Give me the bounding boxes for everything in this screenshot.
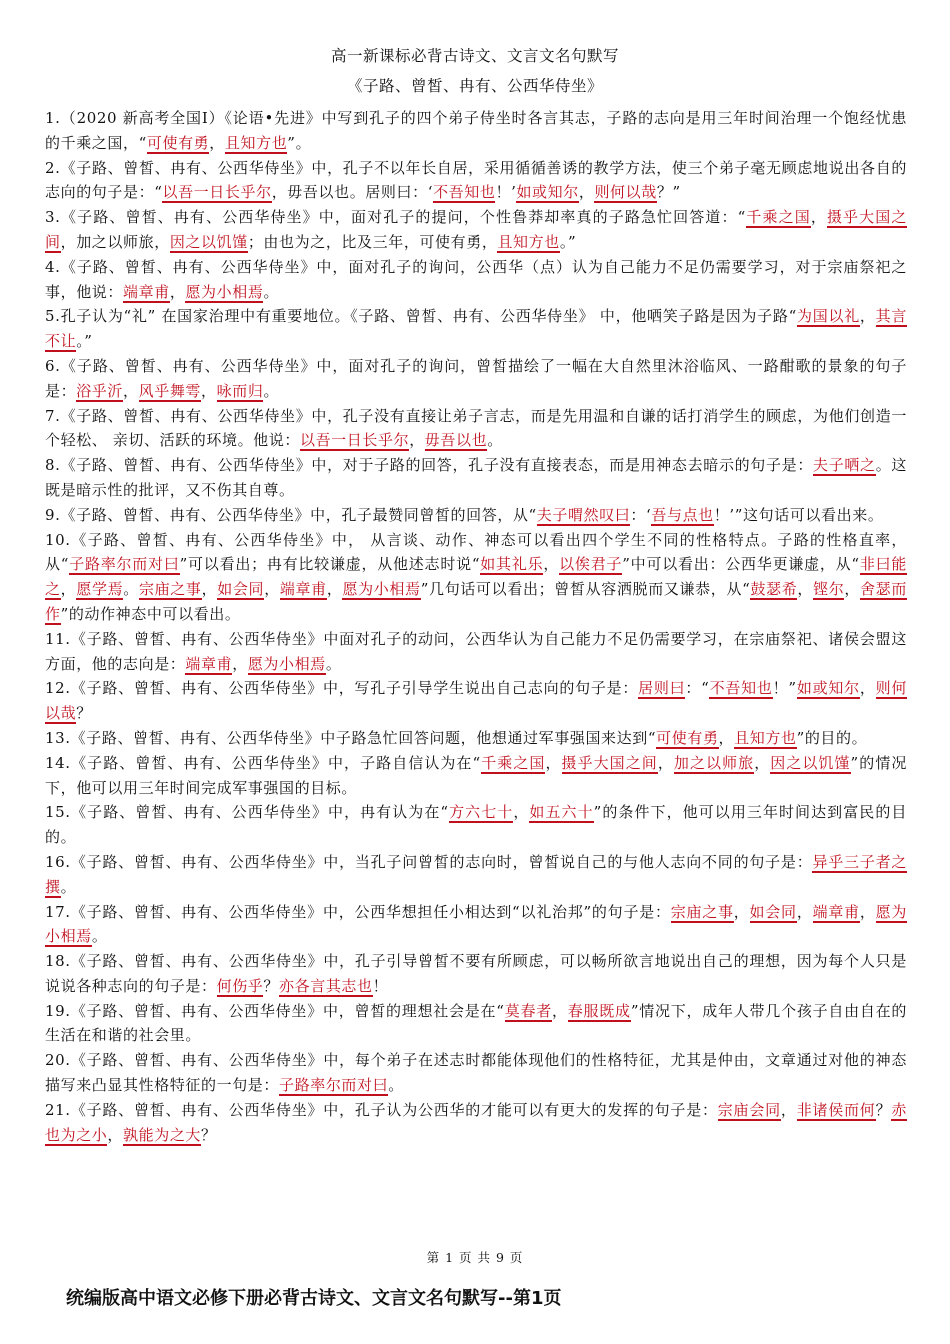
question-text: 。 [388,1076,404,1095]
question-text: 7.《子路、曾皙、冉有、公西华侍坐》中，孔子没有直接让弟子言志，而是先用温和自谦的话打消学生的顾虑，为他们创造一个轻松、 亲切、活跃的环境。他说： [45,406,907,450]
question-text: 3.《子路、曾皙、冉有、公西华侍坐》中，面对孔子的提问，个性鲁莽却率真的子路急忙回答道：“ [45,208,746,227]
question-text: ？ [76,704,92,723]
question-text: 14.《子路、曾皙、冉有、公西华侍坐》中，子路自信认为在“ [45,753,481,772]
answer-text: 非曰能之 [45,555,908,599]
question-item [45,900,907,950]
question-text: ，毋吾以也。居则曰：‘ [271,183,434,202]
question-text: ， [718,728,735,747]
question-text: ”的目的。 [796,728,868,747]
answer-text: 如或知尔 [516,183,579,202]
question-text: 8.《子路、曾皙、冉有、公西华侍坐》中，对于子路的回答，孔子没有直接表态，而是用神态去暗示的句子是： [45,456,814,475]
question-item [45,404,907,454]
question-item [45,1098,907,1148]
question-text: ， [409,431,425,450]
question-text: ”的动作神态中可以看出。 [60,604,241,623]
answer-text: 何伤乎 [216,976,264,995]
answer-text: 且知方也 [224,133,288,152]
answer-text: 如会同 [749,902,797,921]
question-text: ”。 [287,133,312,152]
answer-text: 如五六十 [529,803,594,822]
question-text: 17.《子路、曾皙、冉有、公西华侍坐》中，公西华想担任小相达到“以礼治邦”的句子是： [45,902,671,921]
question-text: 9.《子路、曾皙、冉有、公西华侍坐》中，孔子最赞同曾皙的回答，从“ [45,505,537,524]
answer-text: 愿学焉 [76,580,124,599]
question-text: ， [232,654,248,673]
answer-text: 风乎舞雩 [138,381,202,400]
question-text: 13.《子路、曾皙、冉有、公西华侍坐》中子路急忙回答问题，他想通过军事强国来达到“ [45,728,657,747]
question-text: ：‘ [630,505,652,524]
question-text: 16.《子路、曾皙、冉有、公西华侍坐》中，当孔子问曾皙的志向时，曾皙说自己的与他人志向不同的句子是： [45,852,813,871]
question-text: ， [543,555,560,574]
answer-text: 浴乎沂 [76,381,124,400]
question-text: ， [169,282,186,301]
answer-text: 以俟君子 [559,555,623,574]
answer-text: 异乎三子者之撰 [45,852,907,896]
question-text: 。 [263,381,280,400]
question-text: 5.孔子认为“礼” 在国家治理中有重要地位。《子路、曾皙、冉有、公西华侍坐》 中，他哂笑子路是因为子路“ [45,307,797,326]
answer-text: 摄乎大国之间 [45,208,907,251]
answer-text: 亦各言其志也 [279,976,373,995]
question-text: 15.《子路、曾皙、冉有、公西华侍坐》中，冉有认为在“ [45,803,449,822]
question-item [45,800,907,850]
question-text: ， [733,902,750,921]
answer-text: 赤也为之小 [45,1100,907,1144]
question-text: ， [859,679,876,698]
question-text: ， [107,1125,124,1144]
answer-text: 吾与点也 [651,505,714,524]
question-text: ， [513,803,530,822]
answer-text: 咏而归 [216,381,264,400]
question-text: ”的条件下，他可以用三年时间达到富民的目的。 [45,803,907,847]
question-text: 6.《子路、曾皙、冉有、公西华侍坐》中，面对孔子的询问，曾皙描绘了一幅在大自然里沐浴临风、一路酣歌的景象的句子是： [45,356,907,400]
question-list [45,106,907,1147]
answer-text: 千乘之国 [480,753,546,772]
answer-text: 愿为小相焉 [247,654,326,673]
answer-text: 毋吾以也 [424,431,488,450]
question-text: ， [859,307,876,326]
question-text: 。 [487,431,503,450]
question-text: ， [844,580,861,599]
answer-text: 方六七十 [448,803,514,822]
question-text: ， [797,580,814,599]
question-text: 21.《子路、曾皙、冉有、公西华侍坐》中，孔子认为公西华的才能可以有更大的发挥的句子是： [45,1100,718,1119]
question-item [45,949,907,999]
answer-text: 孰能为之大 [123,1125,202,1144]
question-item [45,354,907,404]
question-text: 。 [263,282,280,301]
question-text: ；由也为之，比及三年，可使有勇， [247,232,498,251]
question-text: ， [810,208,827,227]
question-text: 。 [60,877,77,896]
question-text: ， [123,381,139,400]
answer-text: 不吾知也 [709,679,773,698]
question-text: 。 [123,580,139,599]
question-text: ！ [372,976,389,995]
answer-text: 可使有勇 [656,728,719,747]
answer-text: 愿为小相焉 [45,902,907,946]
question-text: 4.《子路、曾皙、冉有、公西华侍坐》中，面对孔子的询问，公西华（点）认为自己能力不足仍需要学习，对于宗庙祭祀之事，他说： [45,257,907,301]
answer-text: 端章甫 [185,654,233,673]
answer-text: 为国以礼 [796,307,860,326]
question-text: 18.《子路、曾皙、冉有、公西华侍坐》中，孔子引导曾皙不要有所顾虑，可以畅所欲言地说出自己的理想，因为每个人只是说说各种志向的句子是： [45,952,907,995]
question-text: 11.《子路、曾皙、冉有、公西华侍坐》中面对孔子的动问，公西华认为自己能力不足仍需要学习，在宗庙祭祀、诸侯会盟这方面，他的志向是： [45,629,907,673]
answer-text: 以吾一日长乎尔 [299,431,410,450]
question-text: ， [264,580,280,599]
page-title: 高一新课标必背古诗文、文言文名句默写 [330,47,619,65]
answer-text: 莫春者 [504,1001,552,1020]
question-item [45,726,907,751]
question-item [45,453,907,503]
question-text: ？ [875,1100,892,1119]
question-text: ， [545,753,562,772]
question-item [45,205,907,255]
question-item [45,255,907,305]
question-item [45,304,907,354]
answer-text: 鼓瑟希 [750,580,798,599]
answer-text: 端章甫 [123,282,170,301]
answer-text: 摄乎大国之间 [561,753,658,772]
footer-caption: 统编版高中语文必修下册必背古诗文、文言文名句默写--第1页 [66,1288,562,1309]
answer-text: 夫子哂之 [813,456,876,475]
question-text: ！’ [495,183,517,202]
question-item [45,528,907,627]
answer-text: 则何以哉 [594,183,657,202]
answer-text: 铿尔 [813,580,845,599]
answer-text: 愿为小相焉 [185,282,264,301]
answer-text: 千乘之国 [745,208,811,227]
question-text: ，加之以师旅， [60,232,170,251]
answer-text: 端章甫 [279,580,327,599]
question-text: ， [657,753,674,772]
question-text: 2.《子路、曾皙、冉有、公西华侍坐》中，孔子不以年长自居，采用循循善诱的教学方法，使三个弟子毫无顾虑地说出各自的志向的句子是：“ [45,158,907,202]
answer-text: 子路率尔而对曰 [69,555,180,574]
question-text: 。 [325,654,342,673]
question-text: ”中可以看出：公西华更谦虚，从“ [622,555,860,574]
answer-text: 如其礼乐 [480,555,544,574]
answer-text: 因之以饥馑 [770,753,851,772]
question-text: ， [552,1001,568,1020]
question-item [45,106,907,156]
answer-text: 则何以哉 [45,679,907,723]
question-item [45,999,907,1049]
question-item [45,156,907,206]
question-item [45,503,907,528]
question-item [45,751,907,801]
question-text: ， [209,133,225,152]
question-text: ， [859,902,876,921]
answer-text: 以吾一日长乎尔 [162,183,272,202]
question-text: 。 [91,927,108,946]
answer-text: 且知方也 [497,232,560,251]
question-text: ：“ [685,679,710,698]
question-text: 。” [76,332,93,351]
question-text: ， [201,381,217,400]
question-item [45,676,907,726]
question-text: ， [796,902,813,921]
answer-text: 不吾知也 [433,183,496,202]
question-text: 19.《子路、曾皙、冉有、公西华侍坐》中，曾皙的理想社会是在“ [45,1001,505,1020]
answer-text: 因之以饥馑 [169,232,248,251]
question-item [45,1048,907,1098]
answer-text: 宗庙之事 [670,902,734,921]
answer-text: 夫子喟然叹曰 [536,505,631,524]
question-text: ”的情况下，他可以用三年时间完成军事强国的目标。 [45,753,907,797]
answer-text: 端章甫 [812,902,860,921]
question-text: ？ [201,1125,217,1144]
answer-text: 加之以师旅 [673,753,755,772]
question-text: ， [578,183,595,202]
question-text: ， [754,753,771,772]
question-text: ， [780,1100,797,1119]
question-text: ？ [263,976,280,995]
page-subtitle: 《子路、曾皙、冉有、公西华侍坐》 [346,77,603,95]
answer-text: 宗庙会同 [717,1100,781,1119]
question-text: 12.《子路、曾皙、冉有、公西华侍坐》中，写孔子引导学生说出自己志向的句子是： [45,679,639,698]
answer-text: 宗庙之事 [138,580,202,599]
question-text: ？” [656,183,681,202]
question-text: 。” [559,232,577,251]
question-text: ！’”这句话可以看出来。 [713,505,884,524]
question-text: 。这既是暗示性的批评，又不伤其自尊。 [45,456,907,499]
question-item [45,627,907,677]
answer-text: 居则曰 [638,679,686,698]
page-number: 第 1 页 共 9 页 [426,1250,524,1265]
answer-text: 舍瑟而作 [45,580,907,623]
question-text: ， [326,580,343,599]
question-text: ， [60,580,77,599]
question-text: 1.（2020 新高考全国Ⅰ）《论语•先进》中写到孔子的四个弟子侍坐时各言其志，子路的志向是用三年时间治理一个饱经忧患的千乘之国，“ [45,109,907,152]
answer-text: 且知方也 [734,728,797,747]
question-item [45,850,907,900]
question-text: ！” [772,679,797,698]
answer-text: 其言不让 [45,307,907,351]
answer-text: 可使有勇 [146,133,210,152]
question-text: ”情况下，成年人带几个孩子自由自在的生活在和谐的社会里。 [45,1001,907,1045]
answer-text: 如或知尔 [796,679,860,698]
question-text: ”可以看出；冉有比较谦虚，从他述志时说“ [179,555,481,574]
answer-text: 子路率尔而对曰 [279,1076,389,1095]
answer-text: 如会同 [217,580,265,599]
answer-text: 愿为小相焉 [342,580,421,599]
question-text: ”几句话可以看出；曾皙从容洒脱而又谦恭，从“ [420,580,751,599]
answer-text: 非诸侯而何 [796,1100,876,1119]
question-text: ， [201,580,218,599]
question-text: 10.《子路、曾皙、冉有、公西华侍坐》中， 从言谈、动作、神态可以看出四个学生不同的性格特点。子路的性格直率，从“ [45,530,907,574]
answer-text: 春服既成 [567,1001,631,1020]
question-text: 20.《子路、曾皙、冉有、公西华侍坐》中，每个弟子在述志时都能体现他们的性格特征，尤其是仲由，文章通过对他的神态描写来凸显其性格特征的一句是： [45,1051,907,1095]
